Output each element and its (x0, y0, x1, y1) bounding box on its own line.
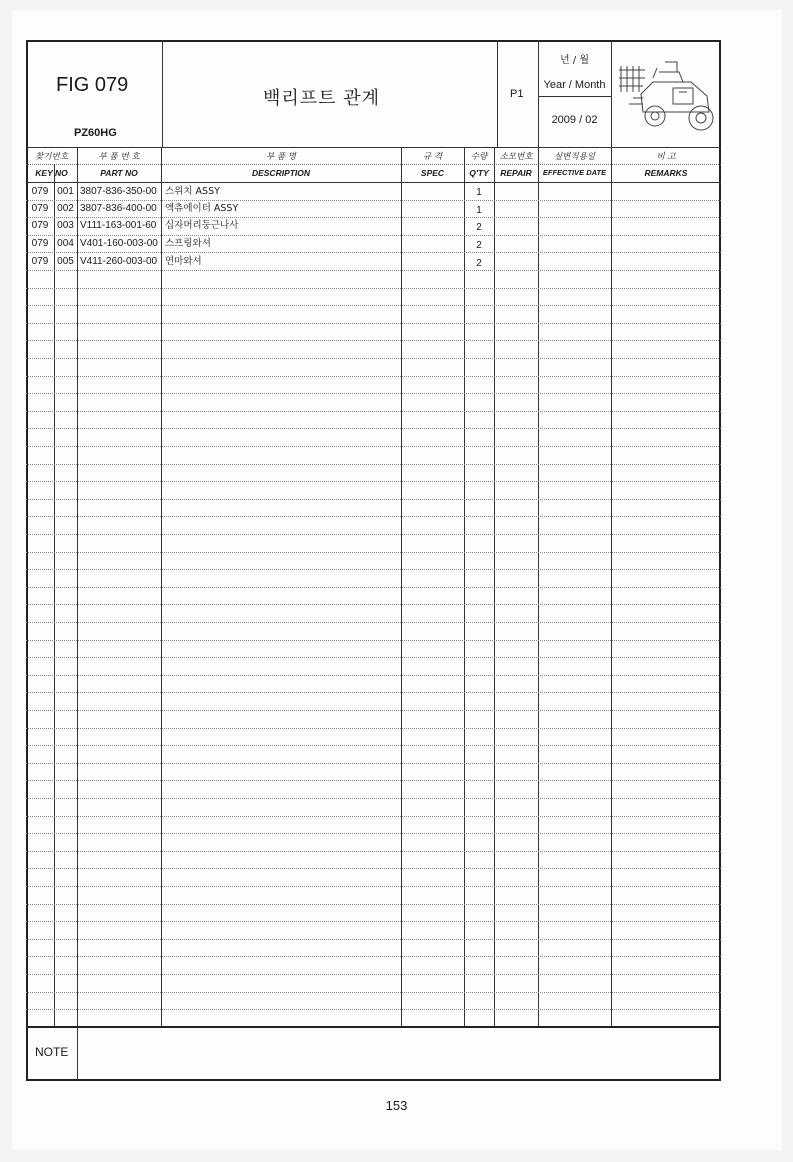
part-number-cell: V111-163-001-60 (80, 220, 157, 231)
note-divider (26, 1026, 721, 1028)
row-guide-line (26, 921, 721, 922)
fig-cell: 079 (31, 256, 49, 267)
row-guide-line (26, 516, 721, 517)
col-part-kr: 부 품 번 호 (98, 152, 140, 162)
row-guide-line (26, 481, 721, 482)
col-repair-kr: 소모번호 (499, 152, 533, 162)
model-code: PZ60HG (74, 127, 117, 139)
row-guide-line (26, 305, 721, 306)
col-effective-kr: 실변직용일 (553, 152, 596, 162)
row-guide-line (26, 833, 721, 834)
col-qty-kr: 수량 (470, 152, 488, 162)
row-guide-line (26, 816, 721, 817)
key-cell: 005 (57, 256, 74, 267)
col-remarks-kr: 비 고 (656, 152, 676, 162)
description-cell: 스프링와셔 (165, 238, 211, 249)
page-number: 153 (385, 1098, 408, 1113)
row-guide-line (26, 270, 721, 271)
description-cell: 연마와셔 (165, 256, 202, 267)
row-guide-line (26, 692, 721, 693)
part-number-cell: 3807-836-350-00 (80, 186, 157, 197)
row-guide-line (26, 728, 721, 729)
description-cell: 액츄에이터 ASSY (165, 203, 239, 214)
col-effective-en: EFFECTIVE DATE (542, 168, 607, 177)
header-divider (26, 147, 721, 148)
col-spec-kr: 규 격 (422, 152, 443, 162)
row-guide-line (26, 446, 721, 447)
row-guide-line (26, 657, 721, 658)
row-guide-line (26, 464, 721, 465)
row-guide-line (26, 569, 721, 570)
row-guide-line (26, 411, 721, 412)
col-key-kr: 찾기번호 (35, 152, 68, 162)
row-guide-line (26, 868, 721, 869)
fig-cell: 079 (31, 186, 49, 197)
fig-cell: 079 (31, 203, 49, 214)
row-guide-line (26, 622, 721, 623)
row-guide-line (26, 780, 721, 781)
part-number-cell: V401-160-003-00 (80, 238, 158, 249)
col-line-key (54, 164, 55, 1026)
machine-thumbnail (613, 48, 719, 140)
col-desc-en: DESCRIPTION (251, 168, 311, 178)
row-guide-line (26, 376, 721, 377)
key-cell: 001 (57, 186, 74, 197)
row-guide-line (26, 939, 721, 940)
page-title: 백리프트 관계 (263, 88, 381, 109)
revision-date: 2009 / 02 (551, 114, 598, 126)
row-guide-line (26, 640, 721, 641)
header-date-divider (538, 96, 611, 97)
col-desc-kr: 부 품 명 (265, 152, 297, 162)
fig-cell: 079 (31, 220, 49, 231)
row-guide-line (26, 587, 721, 588)
qty-cell: 2 (476, 258, 482, 269)
row-guide-line (26, 552, 721, 553)
row-guide-line (26, 992, 721, 993)
qty-cell: 1 (476, 187, 482, 198)
row-guide-line (26, 851, 721, 852)
header-vline (497, 40, 498, 147)
row-guide-line (26, 1009, 721, 1010)
col-key-en: KEY NO (35, 168, 68, 178)
row-guide-line (26, 323, 721, 324)
description-cell: 십자머리둥근나사 (165, 220, 239, 231)
row-guide-line (26, 745, 721, 746)
qty-cell: 1 (476, 205, 482, 216)
row-guide-line (26, 604, 721, 605)
row-guide-line (26, 288, 721, 289)
row-guide-line (26, 710, 721, 711)
fig-number: FIG 079 (56, 74, 129, 96)
row-guide-line (26, 340, 721, 341)
row-guide-line (26, 393, 721, 394)
part-number-cell: 3807-836-400-00 (80, 203, 157, 214)
qty-cell: 2 (476, 240, 482, 251)
header-vline (162, 40, 163, 147)
row-guide-line (26, 675, 721, 676)
page-indicator: P1 (510, 88, 524, 100)
description-cell: 스위치 ASSY (165, 186, 220, 197)
key-cell: 004 (57, 238, 74, 249)
row-guide-line (26, 904, 721, 905)
year-month-label: Year / Month (543, 79, 606, 91)
note-label: NOTE (35, 1045, 69, 1059)
header-vline (611, 40, 612, 147)
row-guide-line (26, 534, 721, 535)
fig-cell: 079 (31, 238, 49, 249)
col-repair-en: REPAIR (500, 168, 532, 178)
col-qty-en: Q'TY (469, 168, 489, 178)
year-month-label-kr: 년 / 월 (559, 55, 590, 66)
row-guide-line (26, 956, 721, 957)
col-part-en: PART NO (100, 168, 138, 178)
note-vline (77, 1027, 78, 1080)
key-cell: 002 (57, 203, 74, 214)
row-guide-line (26, 428, 721, 429)
row-guide-line (26, 763, 721, 764)
col-spec-en: SPEC (420, 168, 445, 178)
row-guide-line (26, 499, 721, 500)
row-guide-line (26, 358, 721, 359)
part-number-cell: V411-260-003-00 (80, 256, 158, 267)
row-guide-line (26, 974, 721, 975)
col-remarks-en: REMARKS (644, 168, 688, 178)
column-header-divider (26, 164, 721, 165)
row-guide-line (26, 798, 721, 799)
key-cell: 003 (57, 220, 74, 231)
row-guide-line (26, 886, 721, 887)
qty-cell: 2 (476, 222, 482, 233)
